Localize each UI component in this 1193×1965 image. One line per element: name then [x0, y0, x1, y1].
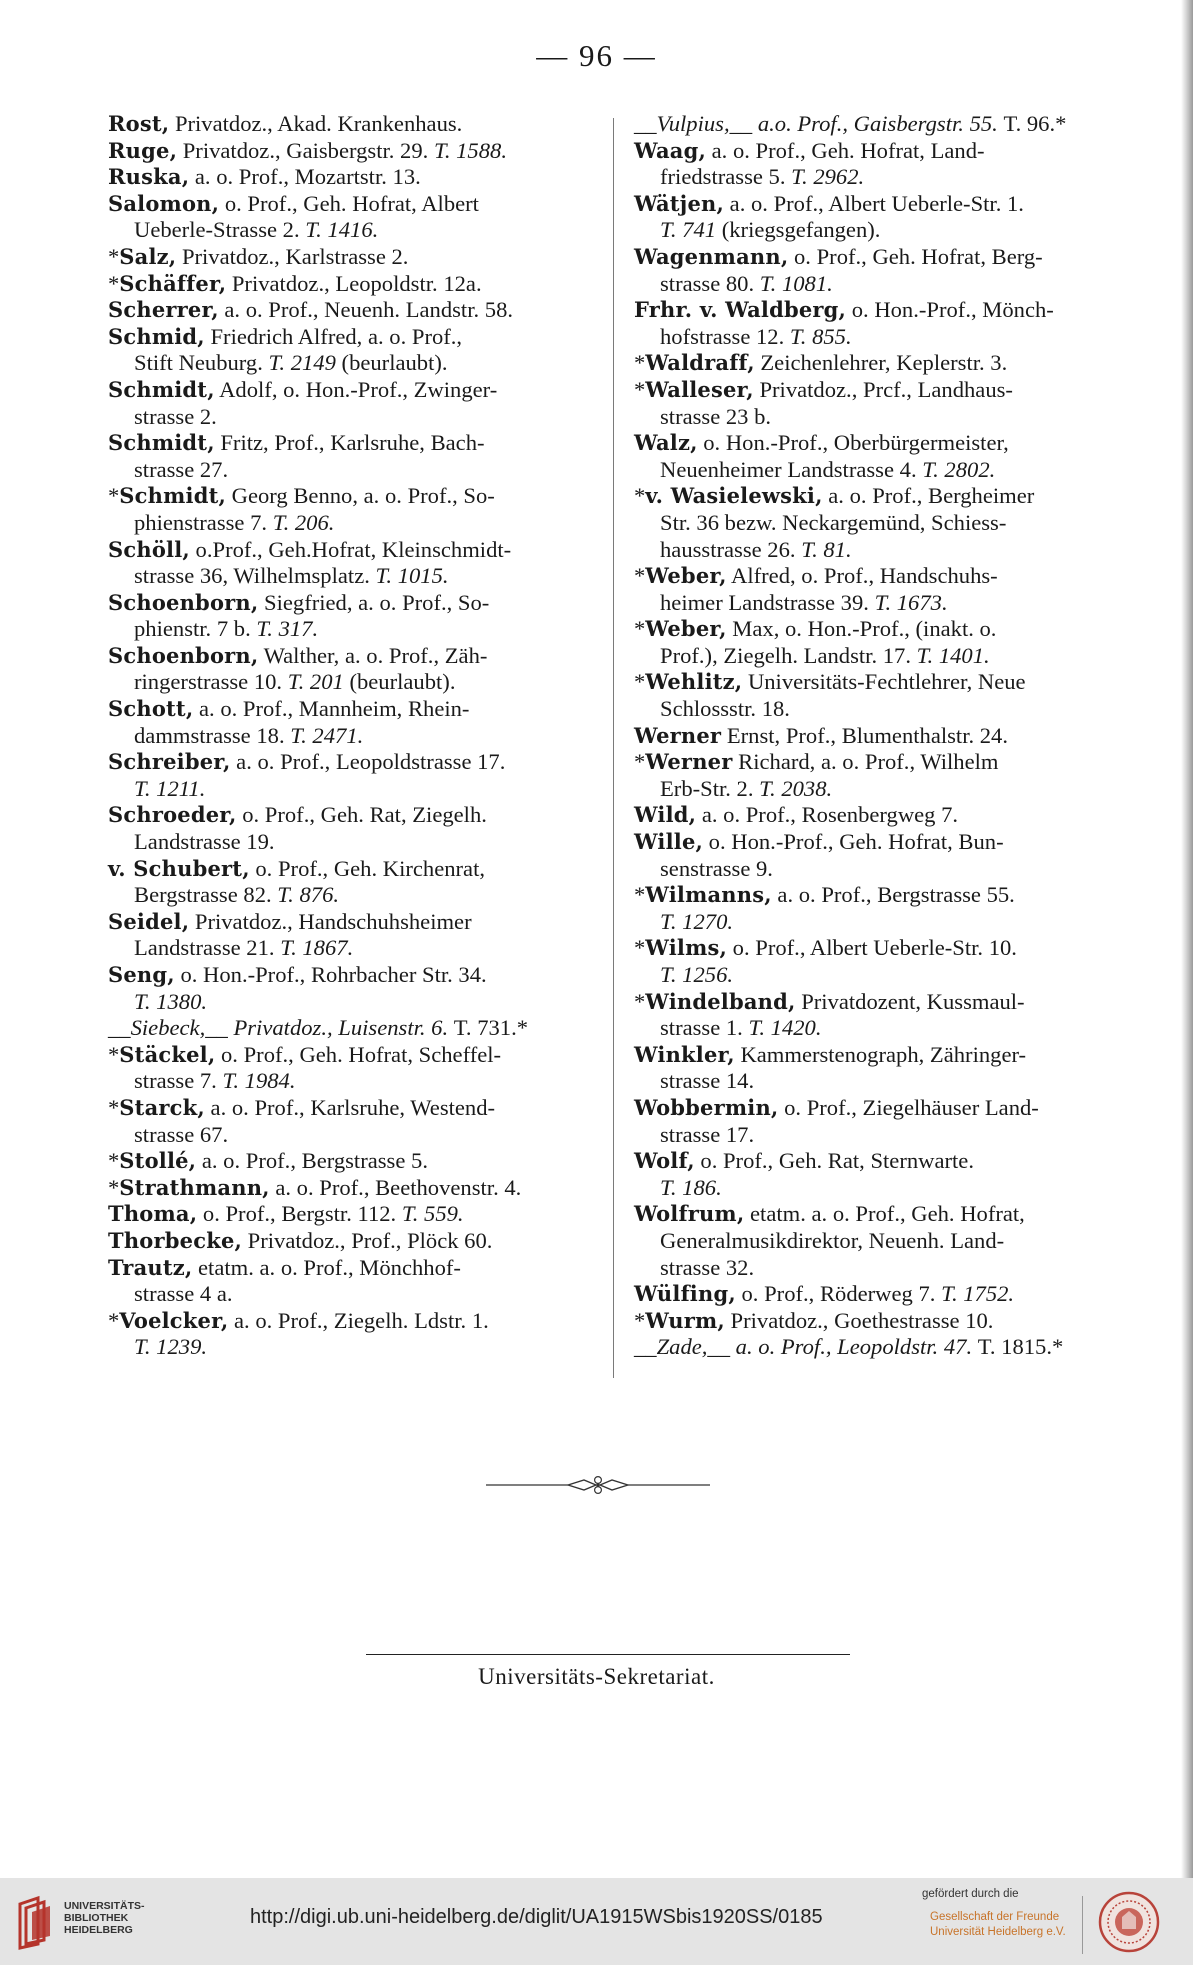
directory-entry	[634, 191, 1122, 244]
entry-line: *Stäckel, o. Prof., Geh. Hofrat, Scheffel-	[108, 1041, 502, 1067]
directory-entry	[108, 191, 593, 244]
entry-line: Schoenborn, Siegfried, a. o. Prof., So-	[108, 589, 490, 615]
entry-line: Salomon, o. Prof., Geh. Hofrat, Albert	[108, 190, 479, 216]
library-name-line: UNIVERSITÄTS-	[64, 1900, 145, 1912]
entry-continuation-line: strasse 36, Wilhelmsplatz. T. 1015.	[134, 563, 449, 589]
directory-entry	[108, 1201, 593, 1228]
telephone-number: T. 1256.	[660, 962, 734, 987]
directory-entry	[634, 829, 1122, 882]
entry-name: Schmidt,	[108, 376, 215, 402]
directory-entry	[108, 430, 593, 483]
entry-name: Voelcker,	[119, 1307, 229, 1333]
entry-line: __Zade,__ a. o. Prof., Leopoldstr. 47. T. 1815.*	[634, 1334, 1064, 1360]
university-library-logo-icon	[12, 1894, 58, 1950]
directory-entry	[634, 1042, 1122, 1095]
directory-entry	[108, 111, 593, 138]
entry-line: Walz, o. Hon.-Prof., Oberbürgermeister,	[634, 430, 1009, 456]
directory-entry	[634, 989, 1122, 1042]
entry-line: Ruska, a. o. Prof., Mozartstr. 13.	[108, 164, 421, 190]
entry-continuation-line: senstrasse 9.	[660, 855, 773, 881]
entry-continuation-line: strasse 4 a.	[134, 1281, 233, 1307]
telephone-number: T. 1211.	[134, 775, 206, 801]
entry-line: __Siebeck,__ Privatdoz., Luisenstr. 6. T. 731.*	[108, 1015, 529, 1041]
directory-entry	[634, 1095, 1122, 1148]
directory-entry	[108, 856, 593, 909]
entry-continuation-line: Erb-Str. 2. T. 2038.	[660, 775, 833, 801]
entry-name: Starck,	[119, 1094, 205, 1120]
entry-name: Rost,	[108, 111, 170, 136]
entry-name: Werner	[634, 722, 722, 748]
entry-line: *Wurm, Privatdoz., Goethestrasse 10.	[634, 1307, 994, 1333]
entry-continuation-line: friedstrasse 5. T. 2962.	[660, 164, 865, 190]
entry-name: Walz,	[634, 430, 698, 456]
entry-line: *Starck, a. o. Prof., Karlsruhe, Westend-	[108, 1094, 496, 1120]
entry-line: Scherrer, a. o. Prof., Neuenh. Landstr. 58.	[108, 297, 514, 323]
entry-line: Wobbermin, o. Prof., Ziegelhäuser Land-	[634, 1094, 1039, 1120]
directory-entry	[634, 802, 1122, 829]
entry-name: Wolf,	[634, 1148, 695, 1174]
entry-line: Schoenborn, Walther, a. o. Prof., Zäh-	[108, 642, 488, 668]
entry-line: *Wehlitz, Universitäts-Fechtlehrer, Neue	[634, 669, 1026, 695]
footer-divider	[1082, 1896, 1083, 1954]
entry-name: Strathmann,	[119, 1174, 270, 1200]
entry-line: *Voelcker, a. o. Prof., Ziegelh. Ldstr. 1.	[108, 1307, 489, 1333]
directory-entry	[634, 935, 1122, 988]
entry-line: *Werner Richard, a. o. Prof., Wilhelm	[634, 749, 999, 775]
entry-continuation-line: strasse 14.	[660, 1068, 755, 1094]
directory-entry	[634, 723, 1122, 750]
entry-line: Seng, o. Hon.-Prof., Rohrbacher Str. 34.	[108, 962, 487, 987]
telephone-number: T. 2471.	[290, 722, 364, 748]
entry-name: Schreiber,	[108, 749, 231, 775]
telephone-number: T. 2962.	[791, 164, 865, 190]
directory-entry	[634, 430, 1122, 483]
directory-entry	[108, 377, 593, 430]
entry-line: Schmidt, Adolf, o. Hon.-Prof., Zwinger-	[108, 376, 498, 402]
entry-name: Wurm,	[645, 1307, 725, 1333]
directory-entry	[108, 1148, 593, 1175]
entry-name: Schmidt,	[108, 430, 215, 456]
entry-name: Ruska,	[108, 164, 190, 190]
entry-name: Thorbecke,	[108, 1227, 243, 1253]
entry-name: Wille,	[634, 829, 704, 855]
entry-continuation-line: T. 741 (kriegsgefangen).	[660, 217, 881, 243]
directory-entry	[108, 483, 593, 536]
entry-line: *Salz, Privatdoz., Karlstrasse 2.	[108, 243, 409, 269]
entry-name: Wilmanns,	[645, 882, 772, 908]
entry-name: Wülfing,	[634, 1281, 736, 1307]
entry-continuation-line: Stift Neuburg. T. 2149 (beurlaubt).	[134, 350, 448, 376]
telephone-number: T. 1673.	[874, 589, 948, 615]
entry-name: Stollé,	[119, 1148, 197, 1174]
entry-line: *Wilms, o. Prof., Albert Ueberle-Str. 10.	[634, 935, 1017, 961]
page-number: — 96 —	[536, 38, 657, 73]
entry-line: Winkler, Kammerstenograph, Zähringer-	[634, 1041, 1027, 1067]
entry-name: Schott,	[108, 696, 194, 722]
library-name-line: HEIDELBERG	[64, 1924, 133, 1936]
directory-entry	[108, 1042, 593, 1095]
entry-line: Werner Ernst, Prof., Blumenthalstr. 24.	[634, 722, 1009, 748]
directory-entry	[108, 1255, 593, 1308]
entry-line: Schroeder, o. Prof., Geh. Rat, Ziegelh.	[108, 802, 487, 828]
funded-by-text: gefördert durch die	[922, 1888, 1019, 1900]
entry-line: Trautz, etatm. a. o. Prof., Mönchhof-	[108, 1254, 461, 1280]
entry-name: Waag,	[634, 137, 706, 163]
directory-entry	[108, 271, 593, 298]
telephone-number: T. 186.	[660, 1174, 722, 1200]
telephone-number: T. 201	[287, 669, 344, 695]
entry-continuation-line: phienstrasse 7. T. 206.	[134, 509, 335, 535]
entry-line: *Walleser, Privatdoz., Prcf., Landhaus-	[634, 376, 1013, 402]
directory-entry	[108, 244, 593, 271]
entry-name: Salz,	[119, 243, 177, 269]
directory-entry	[108, 590, 593, 643]
entry-continuation-line: Neuenheimer Landstrasse 4. T. 2802.	[660, 456, 996, 482]
library-name-line: BIBLIOTHEK	[64, 1912, 129, 1924]
entry-continuation-line: Generalmusikdirektor, Neuenh. Land-	[660, 1227, 1005, 1253]
entry-name: Thoma,	[108, 1201, 198, 1227]
directory-entry	[634, 377, 1122, 430]
entry-name: v. Wasielewski,	[645, 483, 823, 509]
telephone-number: T. 1081.	[759, 270, 833, 296]
entry-name: Walleser,	[645, 376, 754, 402]
directory-entry	[108, 1175, 593, 1202]
entry-continuation-line: heimer Landstrasse 39. T. 1673.	[660, 589, 948, 615]
directory-entry	[634, 1308, 1122, 1335]
society-name	[930, 1910, 1066, 1940]
telephone-number: T. 1401.	[916, 642, 990, 668]
entry-line: Seidel, Privatdoz., Handschuhsheimer	[108, 908, 472, 934]
telephone-number: T. 1984.	[222, 1068, 296, 1094]
secretariat-heading: Universitäts-Sekretariat.	[478, 1664, 715, 1689]
directory-entry	[108, 643, 593, 696]
entry-line: Wille, o. Hon.-Prof., Geh. Hofrat, Bun-	[634, 829, 1004, 855]
entry-line: Waag, a. o. Prof., Geh. Hofrat, Land-	[634, 137, 985, 163]
entry-line: Schmid, Friedrich Alfred, a. o. Prof.,	[108, 323, 463, 349]
telephone-number: T. 559.	[401, 1201, 464, 1227]
entry-continuation-line: hausstrasse 26. T. 81.	[660, 536, 852, 562]
directory-entry	[634, 669, 1122, 722]
directory-entry	[634, 350, 1122, 377]
telephone-number: T. 1239.	[134, 1334, 208, 1360]
entry-line: Rost, Privatdoz., Akad. Krankenhaus.	[108, 111, 463, 136]
telephone-number: T. 1270.	[660, 908, 734, 934]
entry-line: Thoma, o. Prof., Bergstr. 112. T. 559.	[108, 1201, 464, 1227]
entry-continuation-line: ringerstrasse 10. T. 201 (beurlaubt).	[134, 669, 456, 695]
entry-continuation-line: strasse 67.	[134, 1121, 229, 1147]
telephone-number: T. 317.	[256, 616, 319, 642]
entry-line: Wülfing, o. Prof., Röderweg 7. T. 1752.	[634, 1281, 1015, 1307]
entry-name: Frhr. v. Waldberg,	[634, 297, 847, 323]
telephone-number: T. 2038.	[759, 775, 833, 801]
entry-continuation-line: strasse 27.	[134, 456, 229, 482]
telephone-number: T. 2149	[268, 350, 336, 376]
entry-continuation-line: strasse 7. T. 1984.	[134, 1068, 296, 1094]
entry-line: *v. Wasielewski, a. o. Prof., Bergheimer	[634, 483, 1035, 509]
entry-line: Schmidt, Fritz, Prof., Karlsruhe, Bach-	[108, 430, 485, 456]
directory-entry	[108, 164, 593, 191]
entry-line: Wild, a. o. Prof., Rosenbergweg 7.	[634, 802, 959, 828]
entry-line: *Weber, Alfred, o. Prof., Handschuhs-	[634, 563, 998, 589]
telephone-number: __Vulpius,__ a.o. Prof., Gaisbergstr. 55.	[634, 111, 1004, 136]
entry-continuation-line: strasse 80. T. 1081.	[660, 270, 833, 296]
telephone-number: T. 2802.	[922, 456, 996, 482]
directory-entry	[634, 882, 1122, 935]
entry-line: Wolf, o. Prof., Geh. Rat, Sternwarte.	[634, 1148, 974, 1174]
entry-continuation-line	[634, 1175, 1122, 1202]
entry-line: v. Schubert, o. Prof., Geh. Kirchenrat,	[108, 855, 486, 881]
entry-line: *Schmidt, Georg Benno, a. o. Prof., So-	[108, 483, 495, 509]
entry-name: Schmid,	[108, 323, 205, 349]
entry-line: Schott, a. o. Prof., Mannheim, Rhein-	[108, 696, 470, 722]
entry-name: Schäffer,	[119, 270, 227, 296]
directory-entry	[634, 1281, 1122, 1308]
ornament-divider	[486, 1473, 710, 1497]
telephone-number: T. 741	[660, 217, 717, 243]
entry-line: *Waldraff, Zeichenlehrer, Keplerstr. 3.	[634, 350, 1008, 376]
entry-name: Scherrer,	[108, 297, 219, 323]
society-name-line: Gesellschaft der Freunde	[930, 1911, 1060, 1923]
entry-line: __Vulpius,__ a.o. Prof., Gaisbergstr. 55. T. 96.*	[634, 111, 1067, 136]
entry-continuation-line	[634, 909, 1122, 936]
entry-continuation-line: Str. 36 bezw. Neckargemünd, Schiess-	[660, 509, 1007, 535]
entry-name: Schmidt,	[119, 483, 227, 509]
entry-name: Werner	[645, 749, 733, 775]
entry-line: Schöll, o.Prof., Geh.Hofrat, Kleinschmidt-	[108, 536, 512, 562]
telephone-number: __Siebeck,__ Privatdoz., Luisenstr. 6.	[108, 1015, 454, 1041]
entry-line: *Weber, Max, o. Hon.-Prof., (inakt. o.	[634, 616, 997, 642]
secretariat-rule	[366, 1654, 850, 1655]
entry-name: Winkler,	[634, 1041, 735, 1067]
directory-entry	[108, 909, 593, 962]
entry-line: Wagenmann, o. Prof., Geh. Hofrat, Berg-	[634, 243, 1043, 269]
telephone-number: T. 1416.	[305, 217, 379, 243]
entry-continuation-line	[108, 776, 593, 803]
entry-name: Schoenborn,	[108, 589, 259, 615]
entry-name: Wagenmann,	[634, 243, 789, 269]
entry-name: Wild,	[634, 802, 697, 828]
entry-continuation-line: Bergstrasse 82. T. 876.	[134, 882, 340, 908]
entry-name: Seidel,	[108, 908, 190, 934]
entry-line: *Strathmann, a. o. Prof., Beethovenstr. 4.	[108, 1174, 522, 1200]
directory-entry	[108, 1015, 593, 1042]
entry-name: Windelband,	[645, 988, 796, 1014]
entry-name: Wobbermin,	[634, 1094, 779, 1120]
entry-line: Frhr. v. Waldberg, o. Hon.-Prof., Mönch-	[634, 297, 1054, 323]
directory-entry	[108, 802, 593, 855]
telephone-number: T. 876.	[277, 882, 340, 908]
entry-line: Schreiber, a. o. Prof., Leopoldstrasse 17.	[108, 749, 506, 775]
entry-line: *Windelband, Privatdozent, Kussmaul-	[634, 988, 1025, 1014]
entry-line: *Stollé, a. o. Prof., Bergstrasse 5.	[108, 1148, 428, 1174]
entry-name: Wehlitz,	[645, 669, 743, 695]
page-edge-shadow	[1181, 0, 1193, 1878]
directory-entry	[634, 483, 1122, 563]
entry-name: Schöll,	[108, 536, 190, 562]
telephone-number: T. 1752.	[941, 1281, 1015, 1307]
entry-continuation-line: Schlossstr. 18.	[660, 696, 790, 722]
entry-continuation-line: strasse 2.	[134, 403, 217, 429]
directory-entry	[108, 1095, 593, 1148]
telephone-number: T. 206.	[272, 509, 335, 535]
entry-name: Schoenborn,	[108, 642, 259, 668]
telephone-number: T. 855.	[789, 323, 852, 349]
telephone-number: T. 1015.	[375, 563, 449, 589]
entry-line: Wolfrum, etatm. a. o. Prof., Geh. Hofrat,	[634, 1201, 1025, 1227]
entry-line: Thorbecke, Privatdoz., Prof., Plöck 60.	[108, 1227, 493, 1253]
directory-entry	[108, 138, 593, 165]
university-seal-icon	[1098, 1891, 1160, 1953]
directory-entry	[634, 1148, 1122, 1201]
entry-continuation-line: strasse 32.	[660, 1254, 755, 1280]
entry-name: Stäckel,	[119, 1041, 216, 1067]
entry-name: Weber,	[645, 563, 727, 589]
entry-continuation-line	[108, 1334, 593, 1361]
directory-entry	[634, 297, 1122, 350]
entry-name: v. Schubert,	[108, 855, 250, 881]
library-name	[64, 1900, 145, 1936]
entry-name: Waldraff,	[645, 350, 755, 376]
entry-name: Weber,	[645, 616, 727, 642]
entry-continuation-line: Ueberle-Strasse 2. T. 1416.	[134, 217, 379, 243]
entry-continuation-line: hofstrasse 12. T. 855.	[660, 323, 852, 349]
entry-name: Salomon,	[108, 190, 220, 216]
society-name-line: Universität Heidelberg e.V.	[930, 1926, 1066, 1938]
entry-name: Ruge,	[108, 137, 178, 163]
entry-continuation-line: Landstrasse 21. T. 1867.	[134, 935, 354, 961]
column-divider	[613, 118, 614, 1378]
entry-line: *Schäffer, Privatdoz., Leopoldstr. 12a.	[108, 270, 482, 296]
telephone-number: T. 1380.	[134, 988, 208, 1014]
telephone-number: T. 81.	[801, 536, 852, 562]
directory-entry	[108, 696, 593, 749]
directory-entry	[108, 297, 593, 324]
directory-entry	[634, 244, 1122, 297]
directory-entry	[108, 749, 593, 802]
directory-entry	[634, 616, 1122, 669]
telephone-number: T. 1420.	[748, 1015, 822, 1041]
entry-continuation-line: Prof.), Ziegelh. Landstr. 17. T. 1401.	[660, 642, 990, 668]
entry-continuation-line: phienstr. 7 b. T. 317.	[134, 616, 319, 642]
telephone-number: T. 1867.	[280, 935, 354, 961]
directory-entry	[108, 1308, 593, 1361]
entry-name: Seng,	[108, 962, 175, 987]
directory-entry	[634, 1201, 1122, 1281]
directory-entry	[634, 563, 1122, 616]
source-url-link[interactable]: http://digi.ub.uni-heidelberg.de/diglit/UA1915WSbis1920SS/0185	[250, 1906, 823, 1928]
entry-name: Wilms,	[645, 935, 728, 961]
entry-name: Wätjen,	[634, 190, 725, 216]
directory-entry	[108, 962, 593, 1015]
telephone-number: __Zade,__ a. o. Prof., Leopoldstr. 47.	[634, 1334, 978, 1360]
entry-name: Trautz,	[108, 1254, 193, 1280]
entry-name: Wolfrum,	[634, 1201, 745, 1227]
entry-line: Ruge, Privatdoz., Gaisbergstr. 29. T. 1588.	[108, 137, 507, 163]
directory-entry	[108, 1228, 593, 1255]
directory-entry	[634, 138, 1122, 191]
entry-continuation-line	[108, 989, 593, 1016]
entry-continuation-line: dammstrasse 18. T. 2471.	[134, 722, 364, 748]
digitization-footer	[0, 1878, 1193, 1965]
entry-continuation-line: strasse 17.	[660, 1121, 755, 1147]
directory-entry	[634, 1334, 1122, 1361]
left-column	[108, 111, 593, 1361]
entry-continuation-line	[634, 962, 1122, 989]
right-column	[634, 111, 1122, 1361]
directory-entry	[108, 324, 593, 377]
directory-entry	[634, 111, 1122, 138]
entry-continuation-line: Landstrasse 19.	[134, 829, 275, 855]
telephone-number: T. 1588.	[433, 137, 507, 163]
entry-continuation-line: strasse 23 b.	[660, 403, 772, 429]
directory-entry	[108, 537, 593, 590]
entry-line: *Wilmanns, a. o. Prof., Bergstrasse 55.	[634, 882, 1015, 908]
entry-name: Schroeder,	[108, 802, 237, 828]
entry-line: Wätjen, a. o. Prof., Albert Ueberle-Str. 1.	[634, 190, 1024, 216]
directory-entry	[634, 749, 1122, 802]
entry-continuation-line: strasse 1. T. 1420.	[660, 1015, 822, 1041]
